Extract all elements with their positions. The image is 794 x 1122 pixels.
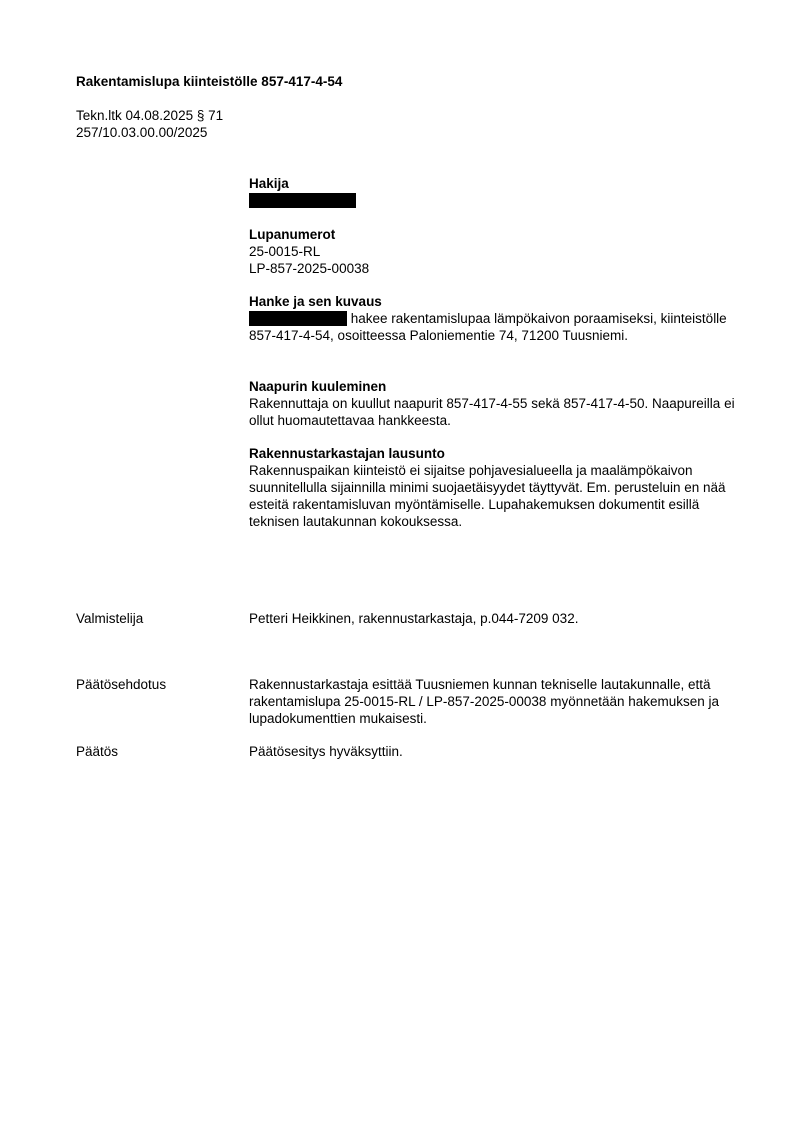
proposal-text: Rakennustarkastaja esittää Tuusniemen kunnan tekniselle lautakunnalle, että rakentamislupa 25-0015-RL / LP-857-2025-00038 myönnetään hakemuksen ja lupadokumenttien mukaisesti. [249, 677, 720, 726]
applicant-name [249, 192, 739, 209]
project-description [249, 310, 739, 344]
inspector-statement-heading: Rakennustarkastajan lausunto [249, 446, 445, 461]
inspector-statement-text: Rakennuspaikan kiinteistö ei sijaitse pohjavesialueella ja maalämpökaivon suunnitellulla sijainnilla minimi suojaetäisyydet täyttyvät. Em. perusteluin en nää esteitä rakentamisluvan myöntämiselle. Lupahakemuksen dokumentit esillä teknisen lautakunnan kokouksessa. [249, 463, 726, 529]
neighbour-hearing-heading: Naapurin kuuleminen [249, 379, 387, 394]
proposal-label: Päätösehdotus [76, 677, 167, 692]
neighbour-hearing-text: Rakennuttaja on kuullut naapurit 857-417-4-55 sekä 857-417-4-50. Naapureilla ei ollut huomautettavaa hankkeesta. [249, 396, 735, 428]
redaction-bar [249, 311, 347, 326]
project-section [249, 293, 739, 344]
project-description-text: hakee rakentamislupaa lämpökaivon poraamiseksi, kiinteistölle 857-417-4-54, osoitteessa Paloniementie 74, 71200 Tuusniemi. [249, 311, 727, 343]
decision-label: Päätös [76, 744, 119, 759]
permit-numbers-heading: Lupanumerot [249, 227, 336, 242]
preparer-text: Petteri Heikkinen, rakennustarkastaja, p.044-7209 032. [249, 611, 579, 626]
meeting-reference: Tekn.ltk 04.08.2025 § 71 [76, 108, 224, 123]
permit-numbers-section [249, 226, 739, 277]
preparer-label: Valmistelija [76, 611, 144, 626]
decision-text: Päätösesitys hyväksyttiin. [249, 744, 403, 759]
applicant-heading: Hakija [249, 176, 289, 191]
document-meta [76, 107, 223, 141]
permit-number: 25-0015-RL [249, 244, 321, 259]
document-title: Rakentamislupa kiinteistölle 857-417-4-54 [76, 74, 343, 89]
record-number: 257/10.03.00.00/2025 [76, 125, 208, 140]
redaction-bar [249, 193, 356, 208]
inspector-statement-section [249, 445, 739, 530]
neighbour-hearing-section [249, 378, 739, 429]
applicant-section [249, 175, 739, 209]
project-heading: Hanke ja sen kuvaus [249, 294, 382, 309]
permit-number: LP-857-2025-00038 [249, 261, 370, 276]
